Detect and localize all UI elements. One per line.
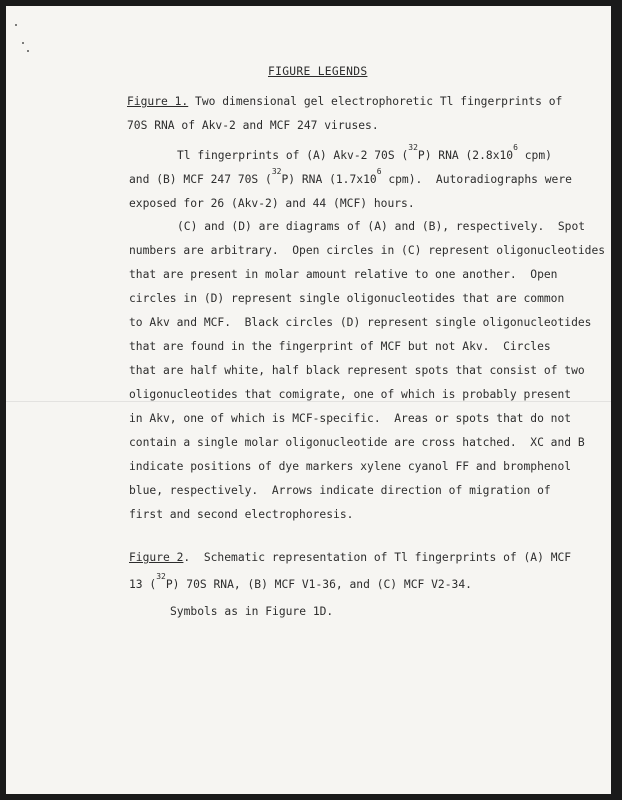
superscript: 32	[156, 572, 166, 581]
figure1-paragraph-line: numbers are arbitrary. Open circles in (C) represent oligonucleotides	[129, 244, 606, 257]
figure1-paragraph-line: in Akv, one of which is MCF-specific. Areas or spots that do not	[129, 412, 572, 425]
figure1-paragraph-line	[129, 167, 572, 186]
figure1-caption-text: Two dimensional gel electrophoretic Tl fingerprints of	[188, 95, 563, 108]
figure2-caption-line	[129, 572, 472, 591]
text-run: Tl fingerprints of (A) Akv-2 70S (	[177, 149, 409, 162]
figure1-caption-line: 70S RNA of Akv-2 and MCF 247 viruses.	[127, 119, 379, 132]
figure1-label: Figure 1.	[127, 95, 189, 108]
figure2-caption-line	[129, 552, 571, 563]
superscript: 32	[408, 143, 418, 152]
figure1-paragraph-line: oligonucleotides that comigrate, one of which is probably present	[129, 388, 572, 401]
superscript: 32	[271, 167, 282, 176]
figure2-label: Figure 2	[129, 551, 184, 564]
figure1-paragraph-line	[177, 143, 552, 162]
figure1-paragraph-line: (C) and (D) are diagrams of (A) and (B), respectively. Spot	[177, 220, 586, 233]
figure1-paragraph-line: blue, respectively. Arrows indicate direction of migration of	[129, 484, 551, 497]
paper-fold-line	[6, 401, 611, 402]
figure1-paragraph-line: contain a single molar oligonucleotide are cross hatched. XC and B	[129, 436, 585, 449]
text-run: and (B) MCF 247 70S (	[129, 173, 272, 186]
figure1-paragraph-line: that are found in the fingerprint of MCF but not Akv. Circles	[129, 340, 551, 353]
text-run: cpm). Autoradiographs were	[381, 173, 572, 186]
text-run: P) RNA (1.7x10	[281, 173, 377, 186]
figure1-paragraph-line: indicate positions of dye markers xylene cyanol FF and bromphenol	[129, 460, 572, 473]
figure2-caption-text: . Schematic representation of Tl fingerprints of (A) MCF	[183, 551, 572, 564]
paper-speck	[27, 50, 29, 52]
figure1-paragraph-line: exposed for 26 (Akv-2) and 44 (MCF) hours.	[129, 197, 415, 210]
figure1-caption-line	[127, 96, 562, 107]
document-page	[6, 6, 611, 794]
figure1-paragraph-line: that are half white, half black represent spots that consist of two	[129, 364, 585, 377]
superscript: 6	[513, 143, 518, 152]
paper-speck	[22, 42, 24, 44]
paper-speck	[15, 24, 17, 26]
text-run: P) 70S RNA, (B) MCF V1-36, and (C) MCF V2-34.	[165, 578, 472, 591]
figure1-paragraph-line: to Akv and MCF. Black circles (D) represent single oligonucleotides	[129, 316, 592, 329]
page-title: FIGURE LEGENDS	[268, 65, 368, 78]
figure1-paragraph-line: first and second electrophoresis.	[129, 508, 354, 521]
figure2-paragraph-line: Symbols as in Figure 1D.	[170, 605, 334, 618]
text-run: cpm)	[517, 149, 552, 162]
figure1-paragraph-line: circles in (D) represent single oligonucleotides that are common	[129, 292, 565, 305]
text-run: 13 (	[129, 578, 157, 591]
figure1-paragraph-line: that are present in molar amount relative to one another. Open	[129, 268, 558, 281]
text-run: P) RNA (2.8x10	[417, 149, 514, 162]
superscript: 6	[376, 167, 382, 176]
